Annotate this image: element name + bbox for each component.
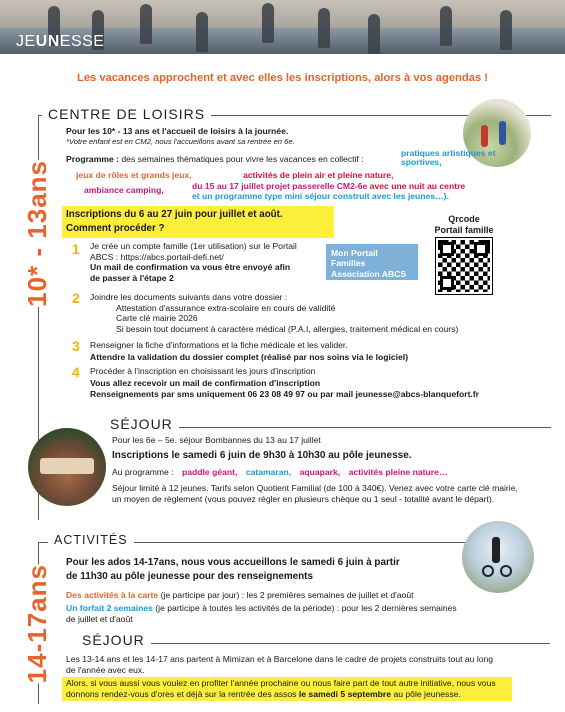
qrcode-image[interactable] <box>436 238 492 294</box>
step-2-number: 2 <box>72 290 80 306</box>
sejour2-intro: Les 13-14 ans et les 14-17 ans partent à Mimizan et à Barcelone dans le cadre de projets construits tout au long de l'année avec eux. <box>66 654 494 676</box>
tag-pratiques: pratiques artistiques et sportives, <box>401 148 496 168</box>
centre-title: CENTRE DE LOISIRS <box>42 106 211 123</box>
centre-intro-2: *Votre enfant est en CM2, nous l'accueillons avant sa rentrée en 6e. <box>66 137 295 146</box>
step-3-text: Renseigner la fiche d'informations et la fiche médicale et les valider. Attendre la validation du dossier complet (réalisé par nos soins via le logiciel) <box>90 340 409 362</box>
sejour1-photo <box>28 428 106 506</box>
tag-plein-air: activités de plein air et pleine nature, <box>243 170 394 180</box>
sejour1-inscription: Inscriptions le samedi 6 juin de 9h30 à 10h30 au pôle jeunesse. <box>112 450 412 461</box>
sejour2-title: SÉJOUR <box>76 632 151 649</box>
sejour1-line1: Pour les 6e – 5e. séjour Bombannes du 13 au 17 juillet <box>112 435 321 445</box>
sejour1-programme: Au programme : paddle géant, catamaran, aquapark, activités pleine nature… <box>112 467 448 477</box>
activites-intro: Pour les ados 14-17ans, nous vous accueillons le samedi 6 juin à partir de 11h30 au pôle jeunesse pour des renseignements <box>66 557 400 583</box>
tag-passerelle: du 15 au 17 juillet projet passerelle CM2-6e avec une nuit au centre et un programme type mini séjour construit avec les jeunes…). <box>192 181 466 201</box>
sejour2-divider <box>148 643 550 644</box>
sejour1-divider <box>168 427 551 428</box>
activites-carte: Des activités à la carte (je participe par jour) : les 2 premières semaines de juillet et d'août <box>66 590 414 600</box>
tag-jeux: jeux de rôles et grands jeux, <box>76 170 192 180</box>
centre-intro-1: Pour les 10* - 13 ans et l'accueil de loisirs à la journée. <box>66 126 289 136</box>
step-1-number: 1 <box>72 241 80 257</box>
age-label-14-17: 14-17ans <box>22 564 52 684</box>
activites-photo <box>462 521 534 593</box>
portal-badge[interactable]: Mon Portail Familles Association ABCS <box>326 244 418 280</box>
sejour1-details: Séjour limité à 12 jeunes. Tarifs selon Quotient Familial (de 100 à 340€). Venez avec votre carte clé mairie, un moyen de règlement (vous pouvez régler en plusieurs chèque ou 1 seul - totalité avant le départ). <box>112 483 518 505</box>
headline: Les vacances approchent et avec elles les inscriptions, alors à vos agendas ! <box>76 72 488 84</box>
qrcode-label: Qrcode Portail famille <box>434 214 494 235</box>
step-4-text: Procéder à l'inscription en choisissant les jours d'inscription Vous allez recevoir un mail de confirmation d'inscription Renseignements par sms uniquement 06 23 08 49 97 ou par mail jeunesse@abcs-blanquefort.fr <box>90 366 480 400</box>
step-1-text: Je crée un compte famille (1er utilisation) sur le Portail ABCS : https://abcs.portail-defi.net/ Un mail de confirmation va vous être envoyé afin de passer à l'étape 2 <box>90 241 297 284</box>
tag-camping: ambiance camping, <box>84 185 164 195</box>
step-3-number: 3 <box>72 338 80 354</box>
centre-programme: Programme : des semaines thématiques pour vivre les vacances en collectif : <box>66 154 364 164</box>
activites-forfait: Un forfait 2 semaines (je participe à toutes les activités de la période) : pour les 2 dernières semaines de juillet et d'août <box>66 603 457 625</box>
activites-title: ACTIVITÉS <box>48 533 134 548</box>
sejour1-title: SÉJOUR <box>104 416 179 433</box>
comment-proceder: Comment procéder ? <box>66 223 165 234</box>
step-4-number: 4 <box>72 364 80 380</box>
age-label-10-13: 10* - 13ans <box>22 160 52 307</box>
inscription-dates: Inscriptions du 6 au 27 juin pour juillet et août. <box>66 209 283 220</box>
step-2-text: Joindre les documents suivants dans votre dossier : Attestation d'assurance extra-scolaire en cours de validité Carte clé mairie 2026 Si besoin tout document à caractère médical (P.A.I, allergies, traitement médical en cours) <box>90 292 459 335</box>
page-title: JEUNESSE <box>16 33 105 50</box>
sejour2-rentree: Alors, si vous aussi vous voulez en profiter l'année prochaine ou nous faire part de tout autre initiative, nous vous donnons rendez-vous d'ores et déjà sur la rentrée des assos le samedi 5 septembre au pôle jeunesse. <box>66 678 496 700</box>
